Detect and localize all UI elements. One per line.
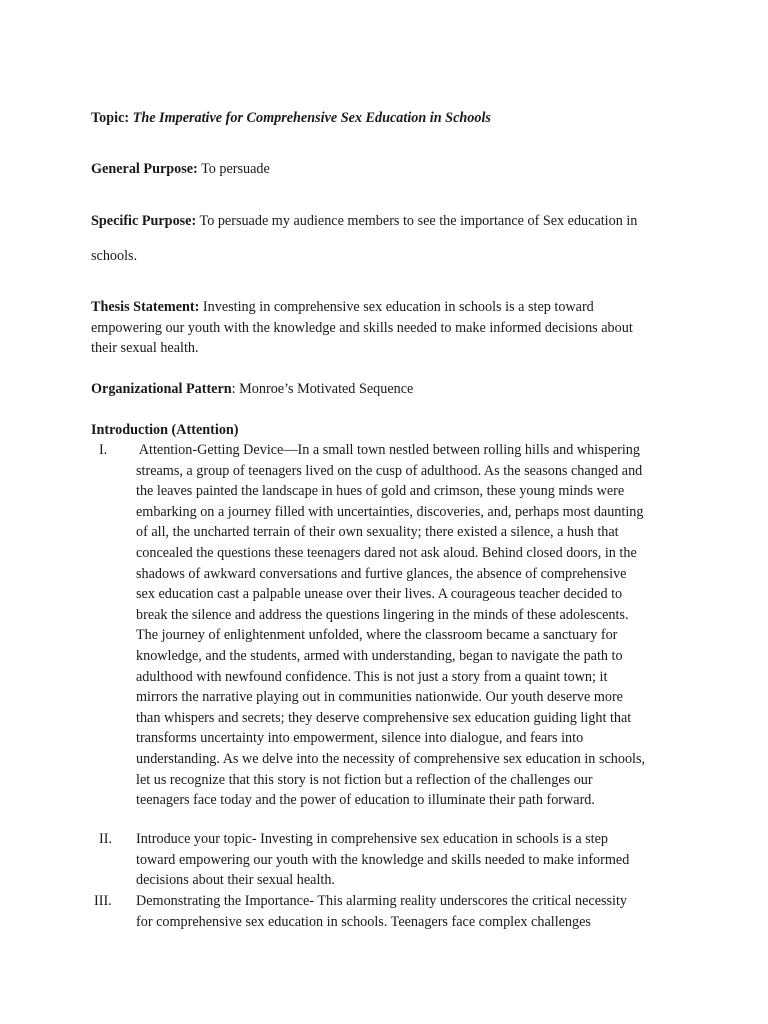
thesis-statement [91, 297, 691, 359]
thesis-line: their sexual health. [91, 340, 199, 356]
outline-numeral: III. [94, 893, 112, 909]
organizational-pattern-value: : Monroe’s Motivated Sequence [231, 381, 414, 397]
specific-purpose-label: Specific Purpose: [91, 213, 197, 229]
text-line: Introduce your topic- Investing in comprehensive sex education in schools is a step [136, 831, 609, 847]
thesis-line: empowering our youth with the knowledge and skills needed to make informed decisions about [91, 319, 633, 336]
topic-label: Topic: [91, 110, 130, 126]
thesis-label: Thesis Statement: [91, 299, 200, 315]
text-line: Demonstrating the Importance- This alarming reality underscores the critical necessity [136, 893, 628, 909]
general-purpose-value: To persuade [201, 161, 270, 177]
specific-purpose-value: To persuade my audience members to see the importance of Sex education in [199, 213, 638, 229]
text-line: the leaves painted the landscape in hues of gold and crimson, these young minds were [136, 483, 625, 500]
text-line: sex education cast a palpable unease over their lives. A courageous teacher decided to [136, 586, 623, 603]
topic-line [91, 108, 691, 129]
thesis-text: Investing in comprehensive sex education in schools is a step toward [202, 299, 594, 315]
organizational-pattern-line [91, 379, 691, 400]
text-line: for comprehensive sex education in schools. Teenagers face complex challenges [136, 913, 591, 930]
introduction-heading-text: Introduction (Attention) [91, 422, 239, 438]
specific-purpose-value-cont: schools. [91, 248, 138, 264]
outline-item-text [136, 829, 691, 891]
text-line: toward empowering our youth with the knowledge and skills needed to make informed [136, 851, 630, 868]
introduction-heading [91, 420, 691, 441]
text-line: teenagers face today and the power of education to illuminate their path forward. [136, 792, 595, 809]
text-line: than whispers and secrets; they deserve comprehensive sex education guiding light that [136, 709, 632, 726]
text-line: transforms uncertainty into empowerment, silence into dialogue, and fears into [136, 730, 584, 747]
specific-purpose-line [91, 211, 691, 232]
outline-item-text [136, 440, 691, 811]
text-line: let us recognize that this story is not fiction but a reflection of the challenges our [136, 771, 593, 788]
text-line: mirrors the narrative playing out in communities nationwide. Our youth deserve more [136, 689, 623, 706]
text-line: break the silence and address the questions lingering in the minds of these adolescents. [136, 606, 629, 623]
topic-value: The Imperative for Comprehensive Sex Education in Schools [132, 110, 491, 126]
general-purpose-label: General Purpose: [91, 161, 198, 177]
text-line: The journey of enlightenment unfolded, where the classroom became a sanctuary for [136, 627, 618, 644]
thesis-line [91, 297, 691, 318]
text-line: embarking on a journey filled with uncertainties, discoveries, and, perhaps most daunting [136, 503, 644, 520]
organizational-pattern-label: Organizational Pattern [91, 381, 232, 397]
text-line: decisions about their sexual health. [136, 872, 335, 889]
text-line: Attention-Getting Device—In a small town nestled between rolling hills and whispering [136, 442, 640, 458]
outline-numeral: II. [99, 831, 112, 847]
text-line: shadows of awkward conversations and furtive glances, the absence of comprehensive [136, 565, 627, 582]
outline-item-text [136, 891, 691, 932]
outline-numeral: I. [99, 442, 108, 458]
text-line: of all, the uncharted terrain of their own sexuality; there existed a silence, a hush that [136, 524, 619, 541]
text-line: understanding. As we delve into the necessity of comprehensive sex education in schools, [136, 750, 646, 767]
text-line: streams, a group of teenagers lived on the cusp of adulthood. As the seasons changed and [136, 462, 643, 479]
specific-purpose-line-2 [91, 246, 691, 267]
text-line: knowledge, and the students, armed with understanding, began to navigate the path to [136, 647, 623, 664]
text-line: adulthood with newfound confidence. This is not just a story from a quaint town; it [136, 668, 608, 685]
text-line: concealed the questions these teenagers dared not ask aloud. Behind closed doors, in the [136, 544, 637, 561]
general-purpose-line [91, 159, 691, 180]
